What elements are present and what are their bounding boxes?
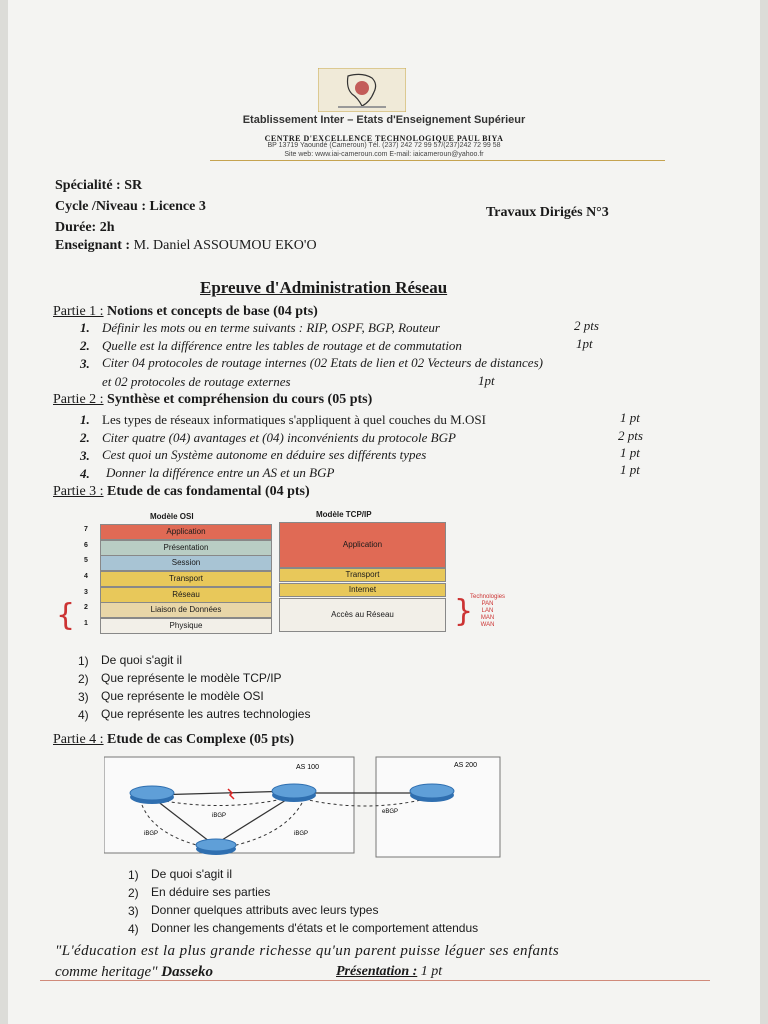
ibgp-label: iBGP bbox=[144, 831, 159, 837]
part3-q3: Que représente le modèle OSI bbox=[101, 689, 264, 703]
as200-label: AS 200 bbox=[454, 762, 477, 769]
osi-title: Modèle OSI bbox=[150, 512, 194, 521]
web-contact: Site web: www.iai-cameroun.com E-mail: iaicameroun@yahoo.fr bbox=[284, 151, 484, 158]
question-number: 3. bbox=[80, 448, 90, 463]
points: 1 pt bbox=[620, 410, 640, 425]
question-number: 1. bbox=[80, 412, 90, 427]
part1-q3: Citer 04 protocoles de routage internes (02 Etats de lien et 02 Vecteurs de distances) bbox=[102, 355, 543, 370]
osi-layer: Présentation bbox=[100, 540, 272, 556]
td-number: Travaux Dirigés N°3 bbox=[486, 205, 609, 220]
part1-q1: Définir les mots ou en terme suivants : RIP, OSPF, BGP, Routeur bbox=[102, 320, 440, 335]
as100-label: AS 100 bbox=[296, 764, 319, 771]
footer-rule bbox=[40, 980, 710, 981]
osi-layer-number: 5 bbox=[84, 557, 88, 564]
q-num: 1) bbox=[128, 868, 139, 882]
part2-q2: Citer quatre (04) avantages et (04) inconvénients du protocole BGP bbox=[102, 430, 456, 445]
q-num: 2) bbox=[128, 886, 139, 900]
quote-line1: "L'éducation est la plus grande richesse qu'un parent puisse léguer ses enfants bbox=[55, 943, 560, 959]
points: 1pt bbox=[478, 373, 495, 388]
router-icon bbox=[272, 784, 316, 802]
points: 1pt bbox=[576, 336, 593, 351]
osi-layer-number: 1 bbox=[84, 620, 88, 627]
part3-q4: Que représente les autres technologies bbox=[101, 707, 311, 721]
tech-title: Technologies bbox=[470, 594, 506, 600]
part3-heading: Partie 3 : Etude de cas fondamental (04 pts) bbox=[53, 484, 310, 499]
enseignant: Enseignant : M. Daniel ASSOUMOU EKO'O bbox=[55, 238, 317, 253]
part1-q2: Quelle est la différence entre les tables de routage et de commutation bbox=[102, 338, 462, 353]
part4-q2: En déduire ses parties bbox=[151, 885, 271, 899]
right-brace: } bbox=[454, 594, 474, 629]
tcpip-layer: Internet bbox=[279, 583, 446, 597]
question-number: 4. bbox=[80, 466, 90, 481]
tech-lan: LAN bbox=[481, 608, 494, 614]
osi-layer-number: 3 bbox=[84, 589, 88, 596]
tech-wan: WAN bbox=[480, 622, 495, 628]
ebgp-label: eBGP bbox=[382, 809, 399, 815]
africa-logo bbox=[318, 68, 406, 112]
exam-title: Epreuve d'Administration Réseau bbox=[200, 278, 448, 297]
osi-layer-number: 4 bbox=[84, 573, 88, 580]
presentation: Présentation : 1 pt bbox=[336, 964, 443, 979]
q-num: 4) bbox=[78, 708, 89, 722]
points: 1 pt bbox=[620, 462, 640, 477]
part1-heading: Partie 1 : Notions et concepts de base (04 pts) bbox=[53, 304, 318, 319]
q-num: 3) bbox=[128, 904, 139, 918]
quote-line2: comme heritage" Dasseko bbox=[55, 964, 213, 980]
part3-q1: De quoi s'agit il bbox=[101, 653, 182, 667]
left-brace: { bbox=[56, 598, 76, 633]
part1-q3-cont: et 02 protocoles de routage externes bbox=[102, 374, 291, 389]
q-num: 3) bbox=[78, 690, 89, 704]
institution-name: Etablissement Inter – Etats d'Enseignement Supérieur bbox=[242, 114, 526, 126]
tcpip-layer: Accès au Réseau bbox=[279, 598, 446, 632]
question-number: 2. bbox=[80, 338, 90, 353]
header-rule bbox=[210, 160, 665, 161]
technologies-list bbox=[470, 594, 505, 629]
tcpip-layer: Transport bbox=[279, 568, 446, 582]
tech-pan: PAN bbox=[481, 601, 494, 607]
part4-q4: Donner les changements d'états et le comportement attendus bbox=[151, 921, 479, 935]
address: BP 13719 Yaoundé (Cameroun) Tél. (237) 242 72 99 57/(237)242 72 99 58 bbox=[267, 142, 501, 149]
osi-layer: Réseau bbox=[100, 587, 272, 603]
router-icon bbox=[196, 839, 236, 855]
points: 2 pts bbox=[574, 318, 599, 333]
as100-box bbox=[104, 757, 354, 853]
part3-q2: Que représente le modèle TCP/IP bbox=[101, 671, 282, 685]
osi-layer: Application bbox=[100, 524, 272, 540]
part2-q3: Cest quoi un Système autonome en déduire ses différents types bbox=[102, 447, 427, 462]
specialite: Spécialité : SR bbox=[55, 178, 143, 193]
osi-layer-number: 6 bbox=[84, 542, 88, 549]
bgp-diagram bbox=[104, 755, 504, 860]
points: 1 pt bbox=[620, 445, 640, 460]
q-num: 1) bbox=[78, 654, 89, 668]
tcp-title: Modèle TCP/IP bbox=[316, 510, 372, 519]
part2-q1: Les types de réseaux informatiques s'appliquent à quel couches du M.OSI bbox=[102, 412, 486, 427]
osi-layer-number: 7 bbox=[84, 526, 88, 533]
ibgp-label: iBGP bbox=[212, 813, 227, 819]
cycle: Cycle /Niveau : Licence 3 bbox=[55, 199, 206, 214]
osi-layer: Transport bbox=[100, 571, 272, 587]
part4-heading: Partie 4 : Etude de cas Complexe (05 pts) bbox=[53, 732, 295, 747]
question-number: 1. bbox=[80, 320, 90, 335]
osi-layer: Liaison de Données bbox=[100, 602, 272, 618]
as200-box bbox=[376, 757, 500, 857]
part2-heading: Partie 2 : Synthèse et compréhension du cours (05 pts) bbox=[53, 392, 373, 407]
quote-author: Dasseko bbox=[161, 964, 213, 980]
question-number: 2. bbox=[80, 430, 90, 445]
points: 2 pts bbox=[618, 428, 643, 443]
tech-man: MAN bbox=[480, 615, 495, 621]
part4-q3: Donner quelques attributs avec leurs types bbox=[151, 903, 379, 917]
duree: Durée: 2h bbox=[55, 220, 115, 235]
q-num: 4) bbox=[128, 922, 139, 936]
router-icon bbox=[130, 786, 174, 804]
q-num: 2) bbox=[78, 672, 89, 686]
router-icon bbox=[410, 784, 454, 802]
osi-layer: Session bbox=[100, 555, 272, 571]
part2-q4: Donner la différence entre un AS et un BGP bbox=[106, 465, 335, 480]
osi-layer-number: 2 bbox=[84, 604, 88, 611]
osi-layer: Physique bbox=[100, 618, 272, 634]
question-number: 3. bbox=[80, 356, 90, 371]
part4-q1: De quoi s'agit il bbox=[151, 867, 232, 881]
tcpip-layer: Application bbox=[279, 522, 446, 568]
ibgp-label: iBGP bbox=[294, 831, 309, 837]
center-name: CENTRE D'EXCELLENCE TECHNOLOGIQUE PAUL BIYA bbox=[264, 134, 504, 143]
